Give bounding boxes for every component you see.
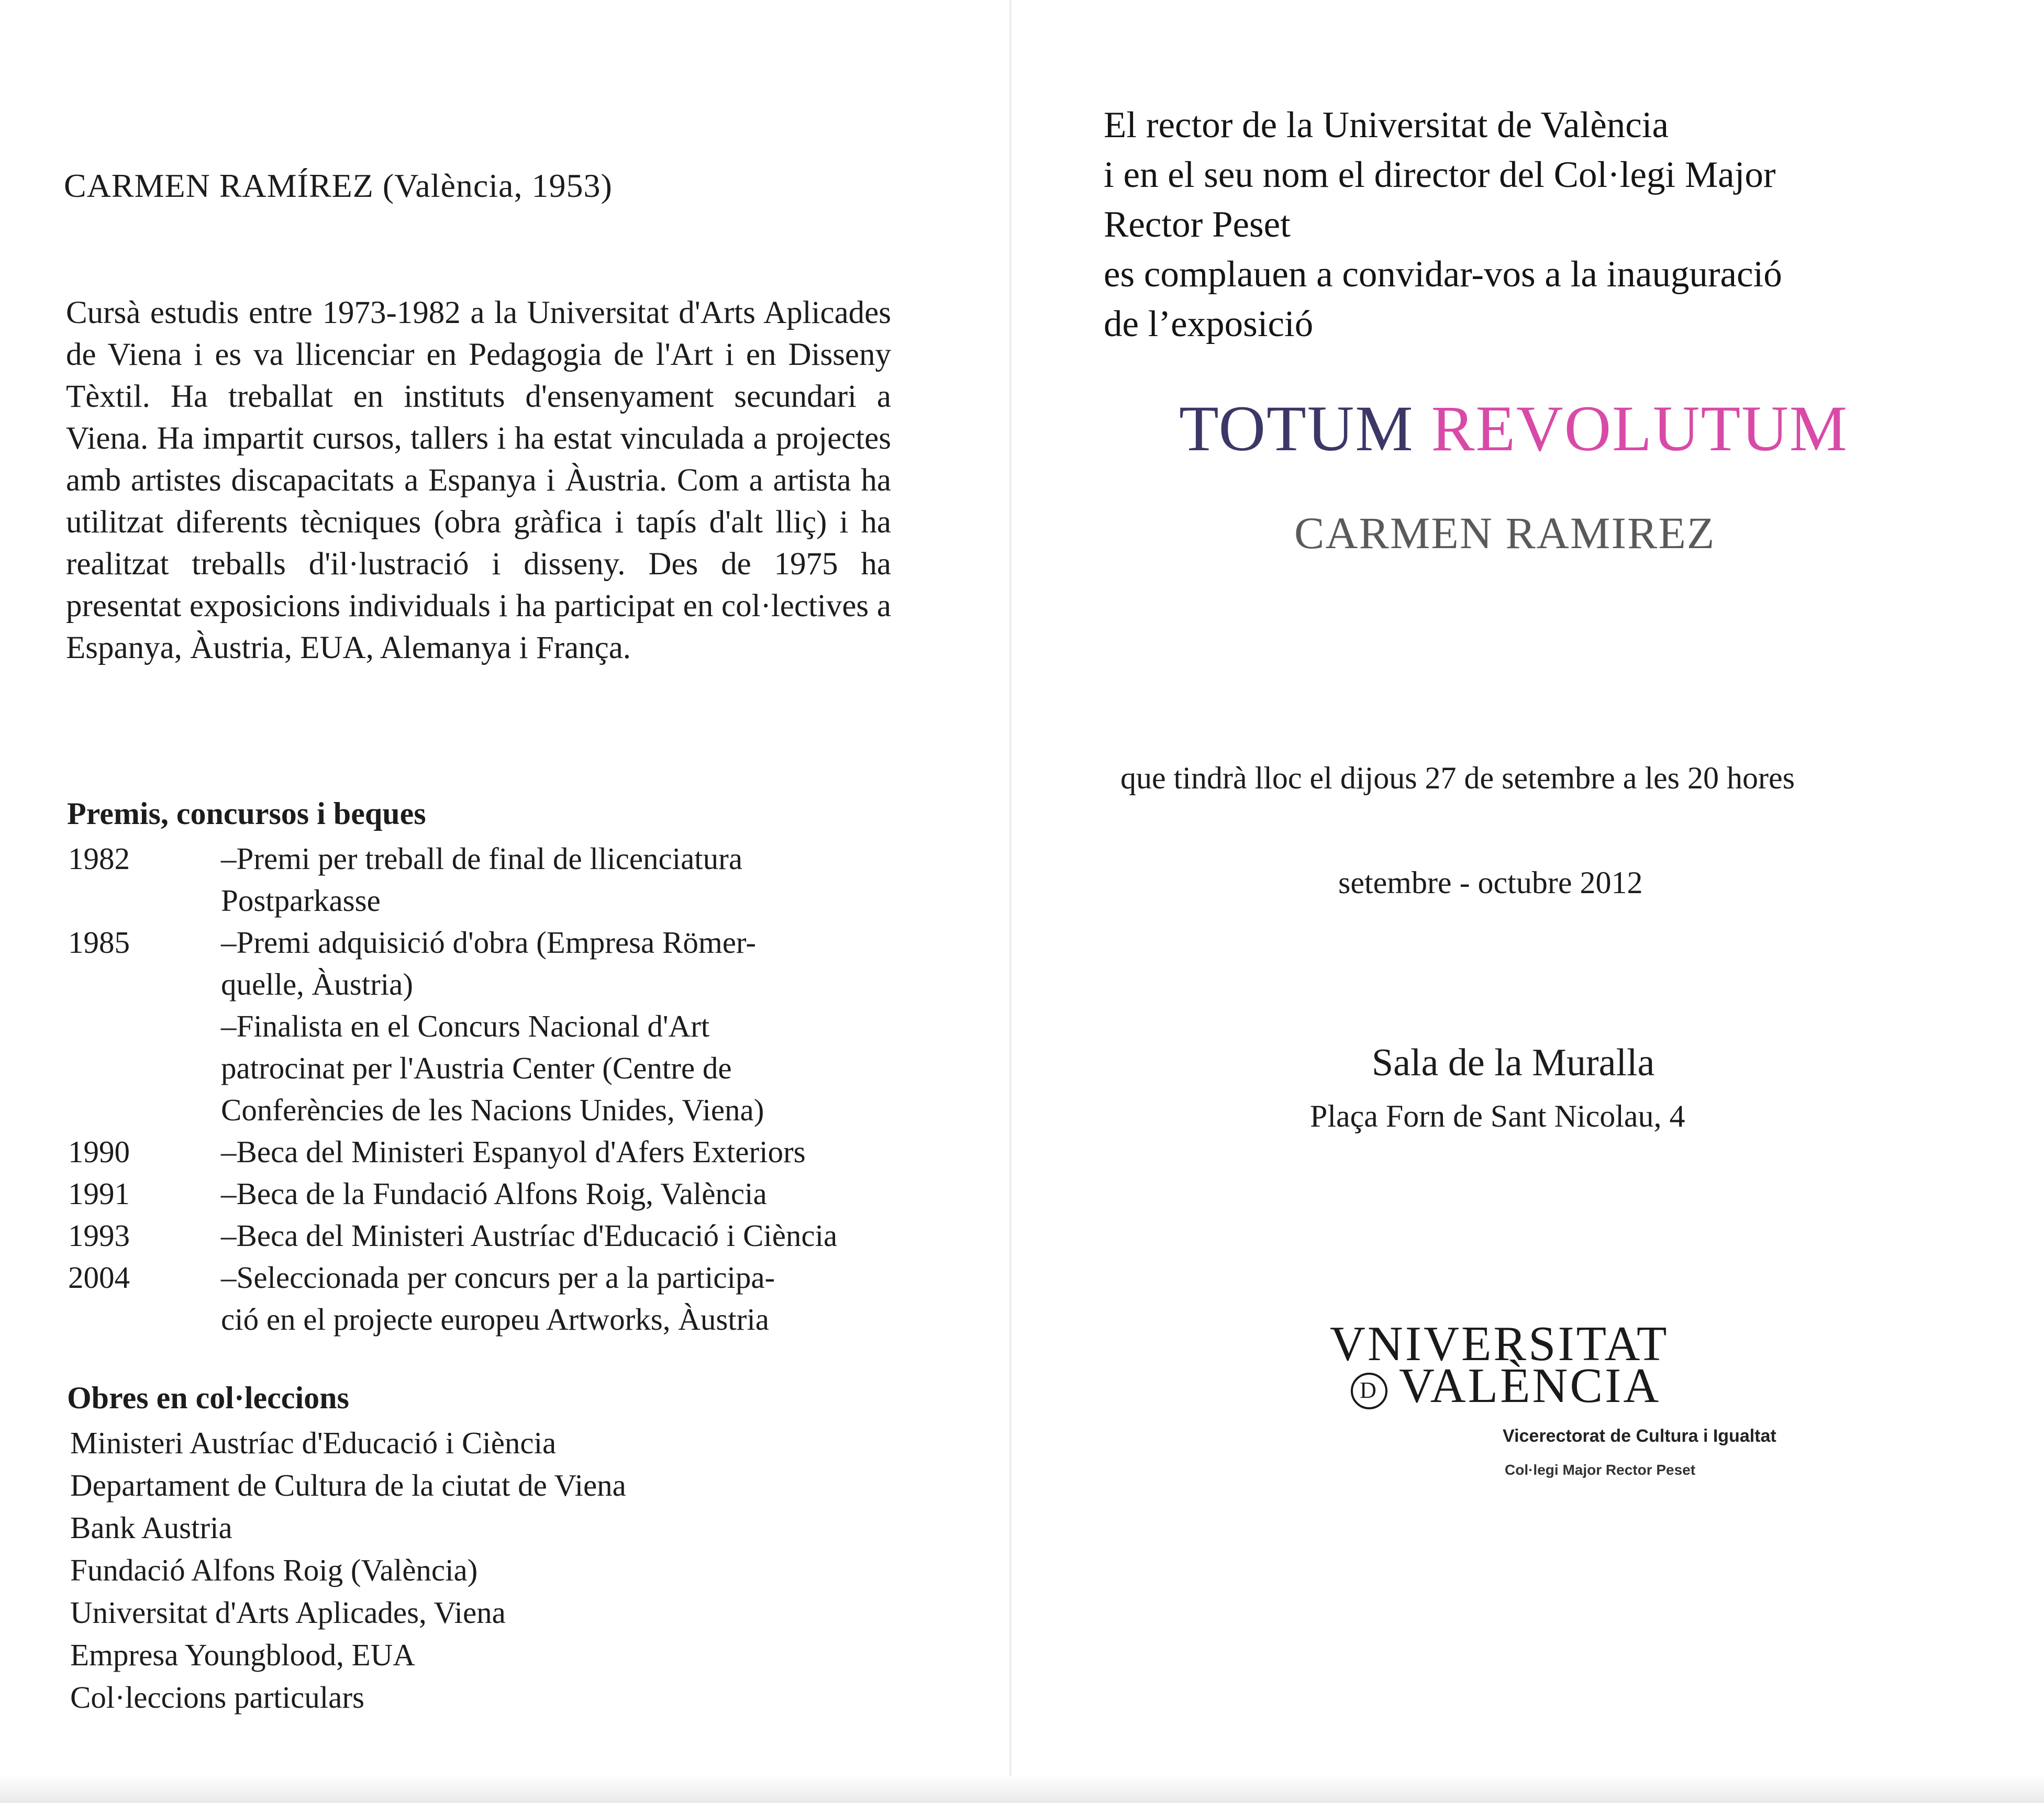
artist-name: CARMEN RAMIREZ [1294,508,1716,558]
awards-list [68,838,901,1340]
award-row [68,921,901,1131]
award-entries [221,838,901,921]
award-line: Conferències de les Nacions Unides, Viena) [221,1093,764,1127]
award-year: 1993 [68,1218,130,1253]
invitation-line: i en el seu nom el director del Col·legi Major [1104,154,1776,195]
award-line: –Beca de la Fundació Alfons Roig, València [221,1176,767,1211]
award-year: 1991 [68,1176,130,1211]
collections-list [70,1422,626,1719]
exhibition-period: setembre - octubre 2012 [1338,865,1643,900]
invitation-text [1104,101,1782,349]
award-row [68,1256,901,1340]
venue-address: Plaça Forn de Sant Nicolau, 4 [1310,1099,1685,1133]
collection-item: Departament de Cultura de la ciutat de Viena [70,1468,626,1502]
logo-line2-text: VALÈNCIA [1399,1359,1661,1413]
award-line: –Beca del Ministeri Austríac d'Educació i Ciència [221,1218,838,1253]
collection-item: Universitat d'Arts Aplicades, Viena [70,1595,506,1630]
department-name: Vicerectorat de Cultura i Igualtat [1503,1426,1776,1446]
award-line: quelle, Àustria) [221,967,413,1001]
award-year: 1990 [68,1134,130,1169]
collection-item: Bank Austria [70,1510,232,1545]
award-line: –Premi adquisició d'obra (Empresa Römer- [221,925,757,960]
collections-section-title: Obres en col·leccions [67,1381,349,1415]
award-entries [221,1215,901,1256]
award-row [68,838,901,921]
collection-item: Fundació Alfons Roig (València) [70,1553,478,1587]
exhibition-title-part1: TOTUM [1179,393,1414,464]
paper-edge [0,1776,2044,1803]
award-line: –Beca del Ministeri Espanyol d'Afers Exteriors [221,1134,806,1169]
college-name: Col·legi Major Rector Peset [1505,1462,1696,1478]
award-year: 1982 [68,841,130,876]
emblem-icon: D [1351,1373,1387,1409]
award-row [68,1131,901,1173]
award-entries [221,1256,901,1340]
award-year: 2004 [68,1260,130,1295]
invitation-line: Rector Peset [1104,204,1291,245]
logo-line1: VNIVERSITAT [1330,1317,1669,1371]
award-row [68,1215,901,1256]
award-line: –Premi per treball de final de llicenciatura [221,841,742,876]
collection-item: Col·leccions particulars [70,1680,364,1715]
award-entries [221,921,901,1131]
logo-line2 [1351,1359,1661,1413]
award-line: –Seleccionada per concurs per a la participa- [221,1260,775,1295]
award-entries [221,1131,901,1173]
award-line: patrocinat per l'Austria Center (Centre de [221,1051,732,1085]
invitation-line: de l’exposició [1104,304,1314,344]
artist-heading: CARMEN RAMÍREZ (València, 1953) [64,167,613,204]
exhibition-title [1179,392,1848,466]
event-date: que tindrà lloc el dijous 27 de setembre a les 20 hores [1120,761,1795,795]
invitation-line: es complauen a convidar-vos a la inauguració [1104,254,1782,295]
award-line: –Finalista en el Concurs Nacional d'Art [221,1009,710,1043]
award-entries [221,1173,901,1215]
award-line: ció en el projecte europeu Artworks, Àustria [221,1302,769,1337]
venue-name: Sala de la Muralla [1372,1041,1655,1084]
awards-section-title: Premis, concursos i beques [67,796,426,831]
invitation-line: El rector de la Universitat de València [1104,105,1669,146]
collection-item: Ministeri Austríac d'Educació i Ciència [70,1426,557,1460]
artist-biography: Cursà estudis entre 1973-1982 a la Universitat d'Arts Aplicades de Viena i es va llicenciar en Pedagogia de l'Art i en Disseny Tèxtil. Ha treballat en instituts d'ensenyament secundari a Viena. Ha impartit cursos, tallers i ha estat vinculada a projectes amb artistes discapacitats a Espanya i Àustria. Com a artista ha utilitzat diferents tècniques (obra gràfica i tapís d'alt lliç) i ha realitzat treballs d'il·lustració i disseny. Des de 1975 ha presentat exposicions individuals i ha participat en col·lectives a Espanya, Àustria, EUA, Alemanya i França. [66,295,891,665]
page-fold [1009,0,1012,1803]
award-row [68,1173,901,1215]
award-line: Postparkasse [221,883,381,918]
exhibition-title-part2: REVOLUTUM [1431,393,1848,464]
award-year: 1985 [68,925,130,960]
collection-item: Empresa Youngblood, EUA [70,1638,415,1672]
